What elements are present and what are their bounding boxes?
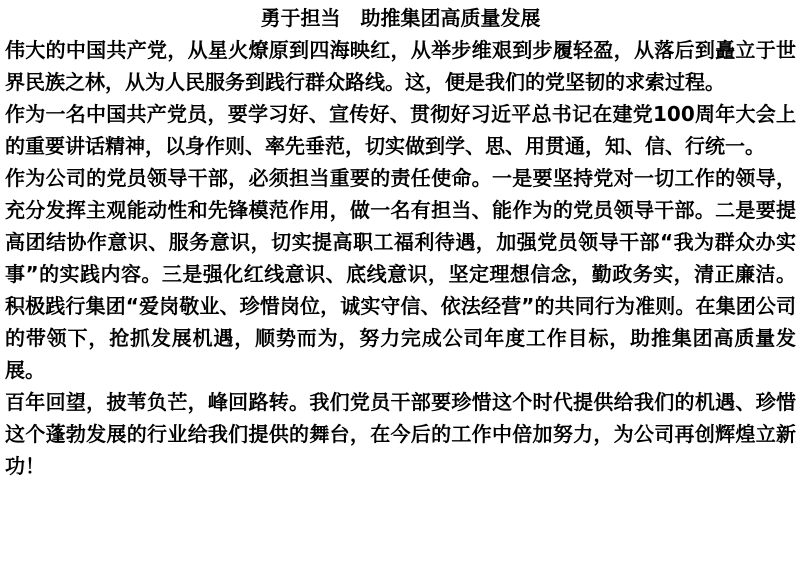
- paragraph-leader-responsibility: 作为公司的党员领导干部，必须担当重要的责任使命。一是要坚持党对一切工作的领导，充分发挥主观能动性和先锋模范作用，做一名有担当、能作为的党员领导干部。二是要提高团结协作意识、服务意识，切实提高职工福利待遇，加强党员领导干部“我为群众办实事”的实践内容。三是强化红线意识、底线意识，坚定理想信念，勤政务实，清正廉洁。积极践行集团“爱岗敬业、珍惜岗位，诚实守信、依法经营”的共同行为准则。在集团公司的带领下，抢抓发展机遇，顺势而为，努力完成公司年度工作目标，助推集团高质量发展。: [5, 166, 796, 382]
- paragraph-party-history: 伟大的中国共产党，从星火燎原到四海映红，从举步维艰到步履轻盈，从落后到矗立于世界民族之林，从为人民服务到践行群众路线。这，便是我们的党坚韧的求索过程。: [5, 38, 796, 94]
- paragraph-party-member-duty: 作为一名中国共产党员，要学习好、宣传好、贯彻好习近平总书记在建党100周年大会上的重要讲话精神，以身作则、率先垂范，切实做到学、思、用贯通，知、信、行统一。: [5, 102, 796, 158]
- document-title: 勇于担当 助推集团高质量发展: [260, 6, 541, 30]
- paragraph-closing: 百年回望，披苇负芒，峰回路转。我们党员干部要珍惜这个时代提供给我们的机遇、珍惜这个蓬勃发展的行业给我们提供的舞台，在今后的工作中倍加努力，为公司再创辉煌立新功！: [5, 390, 796, 478]
